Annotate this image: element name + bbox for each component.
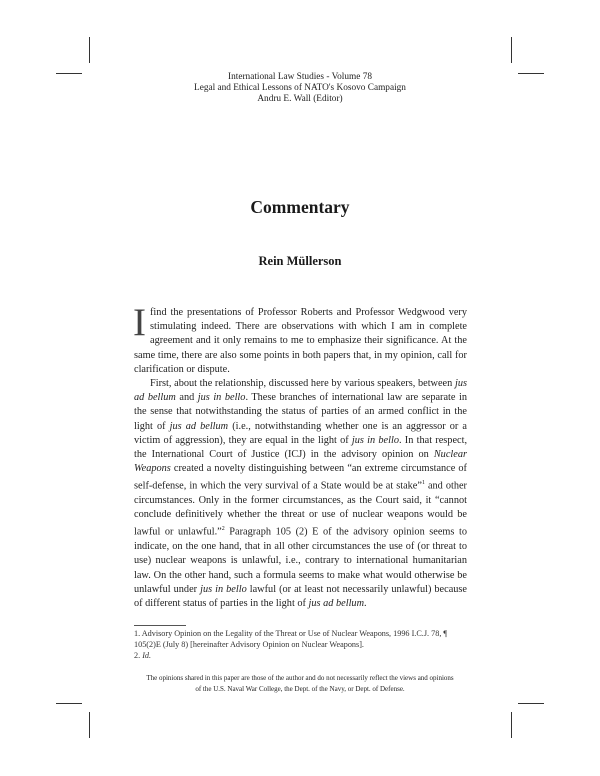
running-header xyxy=(0,72,600,105)
editor-line: Andru E. Wall (Editor) xyxy=(257,94,343,104)
volume-title: Legal and Ethical Lessons of NATO's Kosovo Campaign xyxy=(194,83,406,93)
paragraph-1: I find the presentations of Professor Roberts and Professor Wedgwood very stimulating indeed. There are observations with which I am in complete agreement and it only remains to me to emphasize their significance. At the same time, there are also some points in both papers that, in my opinion, call for clarification or dispute. xyxy=(133,301,467,375)
footnote-2: 2. Id. xyxy=(134,650,152,660)
crop-mark xyxy=(89,712,90,738)
disclaimer-line-2: of the U.S. Naval War College, the Dept. of the Navy, or Dept. of Defense. xyxy=(195,684,405,693)
crop-mark xyxy=(511,37,512,63)
crop-mark xyxy=(518,703,544,704)
footnote-ref-1[interactable]: 1 xyxy=(421,480,425,487)
body-text xyxy=(133,301,468,611)
footnote-1: 1. Advisory Opinion on the Legality of the Threat or Use of Nuclear Weapons, 1996 I.C.J. 78, ¶ 105(2)E (July 8) [hereinafter Advisory Opinion on Nuclear Weapons]. xyxy=(134,629,448,649)
author-name: Rein Müllerson xyxy=(258,254,342,268)
disclaimer xyxy=(0,673,600,694)
crop-mark xyxy=(89,37,90,63)
series-title: International Law Studies - Volume 78 xyxy=(228,72,372,82)
footnote-rule xyxy=(134,625,186,626)
paragraph-2: First, about the relationship, discussed here by various speakers, between jus ad bellum and jus in bello. These branches of international law are separate in the sense that notwithstanding the status of parties of an armed conflict in the light of jus ad bellum (i.e., notwithstanding whether one is an aggressor or a victim of aggression), they are equal in the light of jus in bello. In that respect, the International Court of Justice (ICJ) in the advisory opinion on Nuclear Weapons created a novelty distinguishing between “an extreme circumstance of self-defense, in which the very survival of a State would be at stake”$^1$ and other circumstances. Only in the former circumstances, as the Court said, it “cannot conclude definitively whether the threat or use of nuclear weapons would be lawful or unlawful.”$^2$ Paragraph 105 (2) E of the advisory opinion seems to indicate, on the one hand, that in all other circumstances the use of (or threat to use) nuclear weapons is unlawful, i.e., contrary to international humanitarian law. On the other hand, such a formula seems to make what would otherwise be unlawful under jus in bello lawful (or at least not necessarily unlawful) because of different status of parties in the light of jus ad bellum. xyxy=(134,378,468,609)
footnote-ref-2[interactable]: 2 xyxy=(221,526,225,533)
disclaimer-line-1: The opinions shared in this paper are those of the author and do not necessarily reflect the views and opinions xyxy=(146,674,454,682)
footnotes xyxy=(134,629,467,661)
drop-cap: I xyxy=(133,301,146,344)
crop-mark xyxy=(56,703,82,704)
page-title: Commentary xyxy=(250,197,350,217)
crop-mark xyxy=(511,712,512,738)
